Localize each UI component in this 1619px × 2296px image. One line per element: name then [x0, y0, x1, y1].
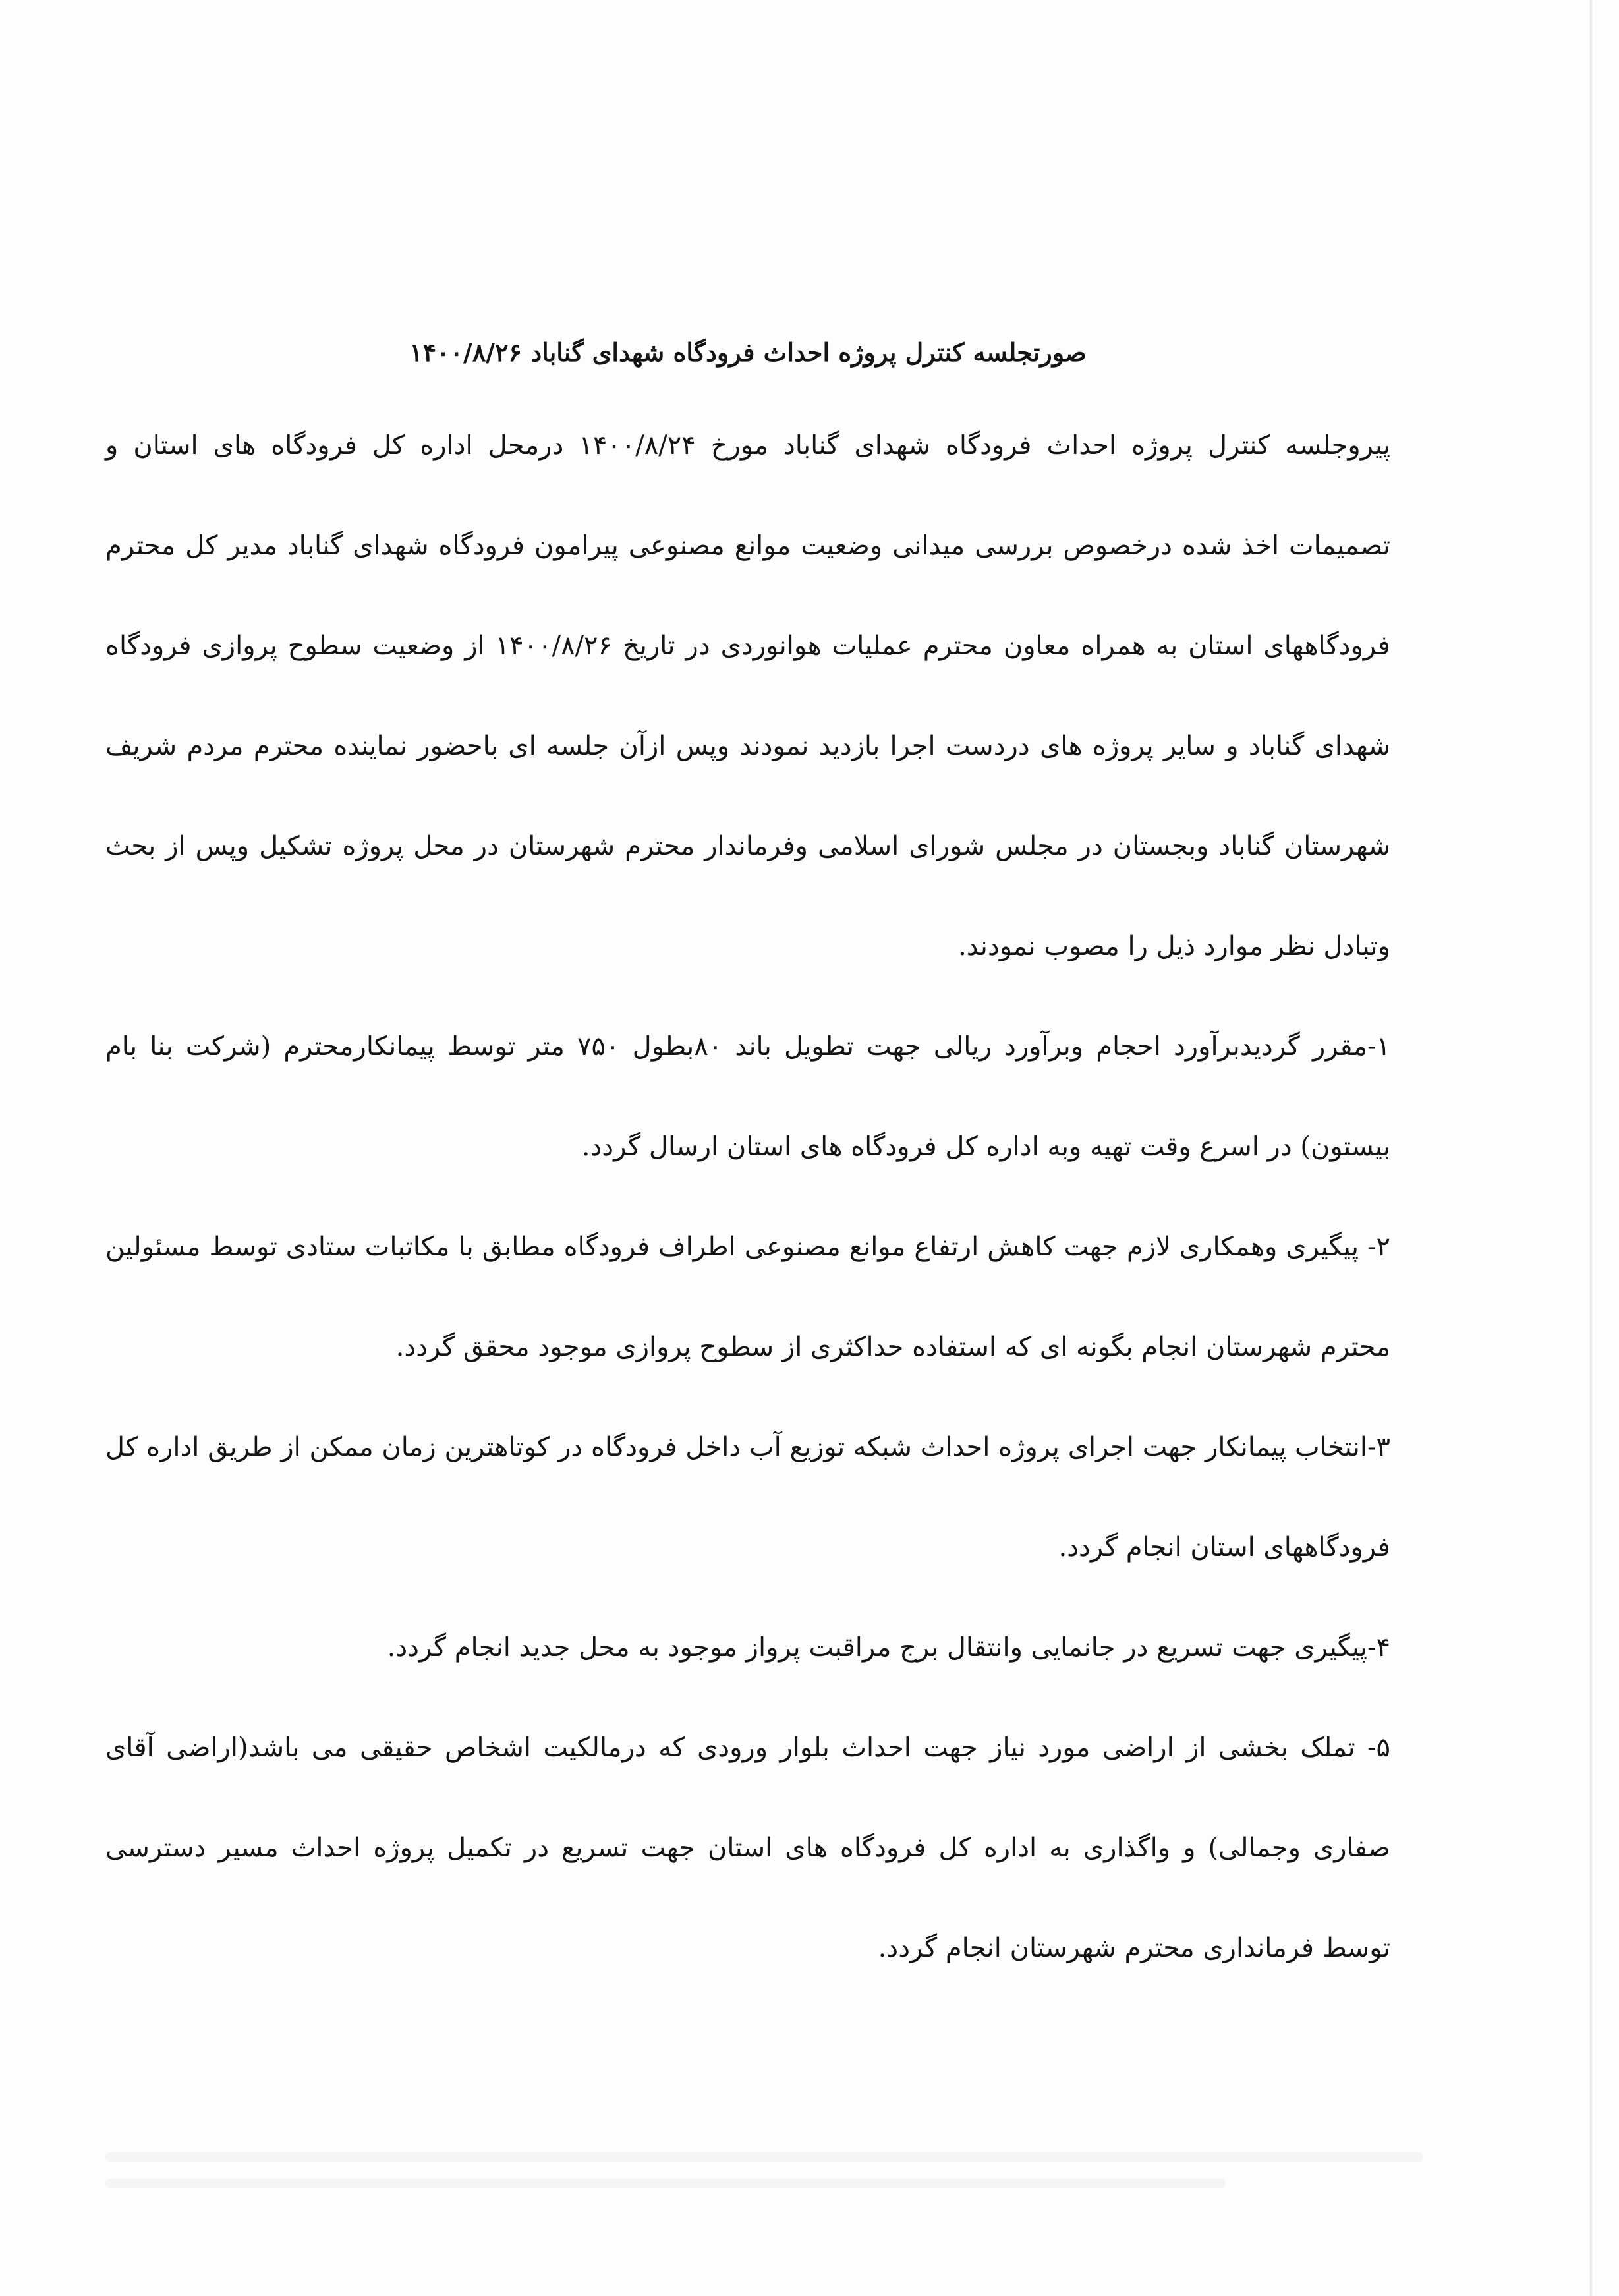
resolution-item-5: ۵- تملک بخشی از اراضی مورد نیاز جهت احداث بلوار ورودی که درمالکیت اشخاص حقیقی می باشد(اراضی آقای صفاری وجمالی) و واگذاری به اداره کل فرودگاه های استان جهت تسریع در تکمیل پروژه احداث مسیر دسترسی توسط فرمانداری محترم شهرستان انجام گردد.	[105, 1733, 1390, 1963]
document-title: صورتجلسه کنترل پروژه احداث فرودگاه شهدای گناباد ۱۴۰۰/۸/۲۶	[409, 337, 1087, 367]
resolution-item-4: ۴-پیگیری جهت تسریع در جانمایی وانتقال برج مراقبت پرواز موجود به محل جدید انجام گردد.	[387, 1632, 1390, 1663]
scan-bleed-through	[105, 2135, 1423, 2227]
resolution-item-3: ۳-انتخاب پیمانکار جهت اجرای پروژه احداث شبکه توزیع آب داخل فرودگاه در کوتاهترین زمان ممکن از طریق اداره کل فرودگاههای استان انجام گردد.	[105, 1432, 1390, 1563]
document-body	[105, 395, 1390, 1998]
resolution-item-1: ۱-مقرر گردیدبرآورد احجام وبرآورد ریالی جهت تطویل باند ۸۰بطول ۷۵۰ متر توسط پیمانکارمحترم (شرکت بنا بام بیستون) در اسرع وقت تهیه وبه اداره کل فرودگاه های استان ارسال گردد.	[105, 1031, 1390, 1162]
resolution-item-2: ۲- پیگیری وهمکاری لازم جهت کاهش ارتفاع موانع مصنوعی اطراف فرودگاه مطابق با مکاتبات ستادی توسط مسئولین محترم شهرستان انجام بگونه ای که استفاده حداکثری از سطوح پروازی موجود محقق گردد.	[105, 1232, 1390, 1362]
scan-edge	[1590, 0, 1593, 2296]
intro-paragraph: پیروجلسه کنترل پروژه احداث فرودگاه شهدای گناباد مورخ ۱۴۰۰/۸/۲۴ درمحل اداره کل فرودگاه های استان و تصمیمات اخذ شده درخصوص بررسی میدانی وضعیت موانع مصنوعی پیرامون فرودگاه شهدای گناباد مدیر کل محترم فرودگاههای استان به همراه معاون محترم عملیات هوانوردی در تاریخ ۱۴۰۰/۸/۲۶ از وضعیت سطوح پروازی فرودگاه شهدای گناباد و سایر پروژه های دردست اجرا بازدید نمودند وپس ازآن جلسه ای باحضور نماینده محترم مردم شریف شهرستان گناباد وبجستان در مجلس شورای اسلامی وفرماندار محترم شهرستان در محل پروژه تشکیل وپس از بحث وتبادل نظر موارد ذیل را مصوب نمودند.	[105, 430, 1390, 961]
